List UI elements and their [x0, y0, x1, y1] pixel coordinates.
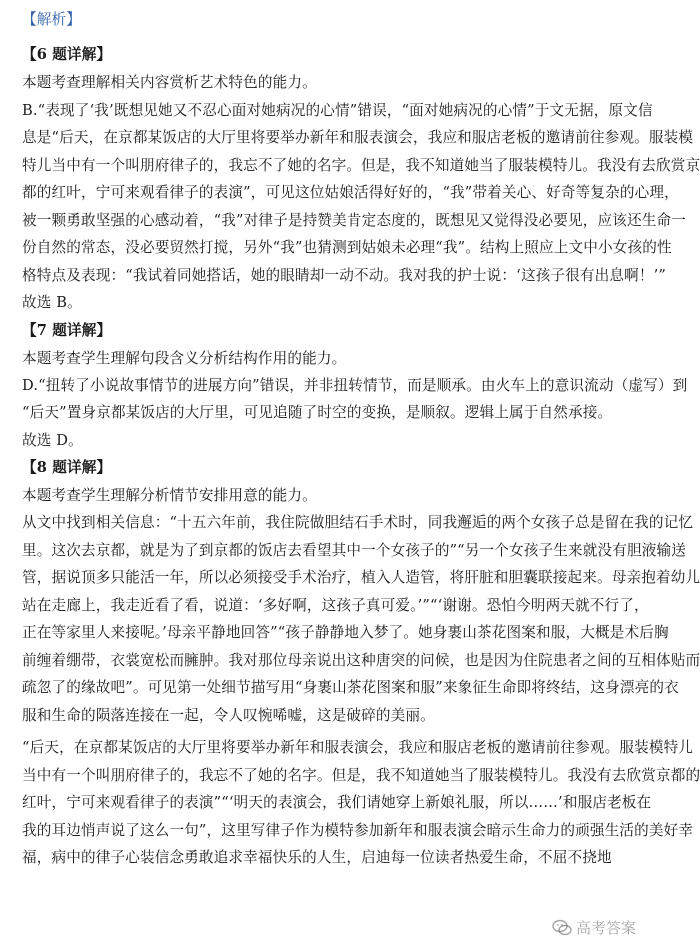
text-line: 当中有一个叫朋府律子的，我忘不了她的名字。但是，我不知道她当了服装模特儿。我没有去欣赏京都的	[22, 767, 700, 784]
analysis-tag: 【解析】	[22, 11, 81, 28]
text-line: 份自然的常态，没必要贸然打搅，另外“我”也猜测到姑娘未必理“我”。结构上照应上文中小女孩的性	[22, 239, 672, 256]
text-line: 管，据说顶多只能活一年，所以必须接受手术治疗，植入人造管，将肝脏和胆囊联接起来。母亲抱着幼儿	[22, 569, 700, 586]
text-line: “后天，在京都某饭店的大厅里将要举办新年和服表演会，我应和服店老板的邀请前往参观。服装模特儿	[22, 739, 694, 756]
text-line: 从文中找到相关信息：“十五六年前，我住院做胆结石手术时，同我邂逅的两个女孩子总是留在我的记忆	[22, 514, 694, 531]
section-heading: 【8 题详解】	[22, 459, 112, 476]
text-line: 我的耳边悄声说了这么一句”，这里写律子作为模特参加新年和服表演会暗示生命力的顽强生活的美好幸	[22, 822, 694, 839]
text-line: 福，病中的律子心装信念勇敢追求幸福快乐的人生，启迪每一位读者热爱生命，不屈不挠地	[22, 849, 612, 866]
text-line: 故选 B。	[22, 294, 82, 311]
text-line: 红叶，宁可来观看律子的表演”“‘明天的表演会，我们请她穿上新娘礼服，所以……’和服店老板在	[22, 794, 652, 811]
text-line: 息是“后天，在京都某饭店的大厅里将要举办新年和服表演会，我应和服店老板的邀请前往参观。服装模	[22, 129, 694, 146]
text-line: 疏忽了的缘故吧”。可见第一处细节描写用“身裹山茶花图案和服”来象征生命即将终结，这身漂亮的衣	[22, 679, 679, 696]
text-line: 前缠着绷带，衣裳宽松而臃肿。我对那位母亲说出这种唐突的问候，也是因为住院患者之间的互相体贴而	[22, 652, 700, 669]
text-line: “后天”置身京都某饭店的大厅里，可见追随了时空的变换，是顺叙。逻辑上属于自然承接。	[22, 404, 613, 421]
text-line: 正在等家里人来接呢。’母亲平静地回答”“孩子静静地入梦了。她身裹山茶花图案和服，大概是术后胸	[22, 624, 669, 641]
section-heading: 【6 题详解】	[22, 46, 112, 63]
text-line: 都的红叶，宁可来观看律子的表演”，可见这位姑娘活得好好的，“我”带着关心、好奇等复杂的心理，	[22, 184, 679, 201]
text-line: 被一颗勇敢坚强的心感动着，“我”对律子是持赞美肯定态度的，既想见又觉得没必要见，应该还生命一	[22, 212, 686, 229]
wechat-icon	[552, 919, 572, 937]
section-heading: 【7 题详解】	[22, 322, 112, 339]
text-line: B.“表现了‘我’既想见她又不忍心面对她病况的心情”错误，“面对她病况的心情”于文无据，原文信	[22, 102, 653, 119]
watermark-text: 高考答案	[575, 919, 636, 937]
text-line: 特儿当中有一个叫朋府律子的，我忘不了她的名字。但是，我不知道她当了服装模特儿。我没有去欣赏京	[22, 157, 700, 174]
text-line: 故选 D。	[22, 432, 83, 449]
text-line: D.“扭转了小说故事情节的进展方向”错误，并非扭转情节，而是顺承。由火车上的意识流动（虚写）到	[22, 377, 688, 394]
watermark	[552, 917, 636, 938]
text-line: 格特点及表现：“我试着同她搭话，她的眼睛却一动不动。我对我的护士说：‘这孩子很有出息啊！’”	[22, 267, 667, 284]
text-line: 站在走廊上，我走近看了看，说道：‘多好啊，这孩子真可爱。’”“‘谢谢。恐怕今明两天就不行了，	[22, 597, 649, 614]
text-line: 服和生命的陨落连接在一起，令人叹惋唏嘘，这是破碎的美丽。	[22, 707, 435, 724]
text-line: 本题考查学生理解句段含义分析结构作用的能力。	[22, 350, 347, 367]
text-line: 本题考查学生理解分析情节安排用意的能力。	[22, 487, 317, 504]
text-line: 本题考查理解相关内容赏析艺术特色的能力。	[22, 74, 317, 91]
text-line: 里。这次去京都，就是为了到京都的饭店去看望其中一个女孩子的”“另一个女孩子生来就没有胆液输送	[22, 542, 686, 559]
